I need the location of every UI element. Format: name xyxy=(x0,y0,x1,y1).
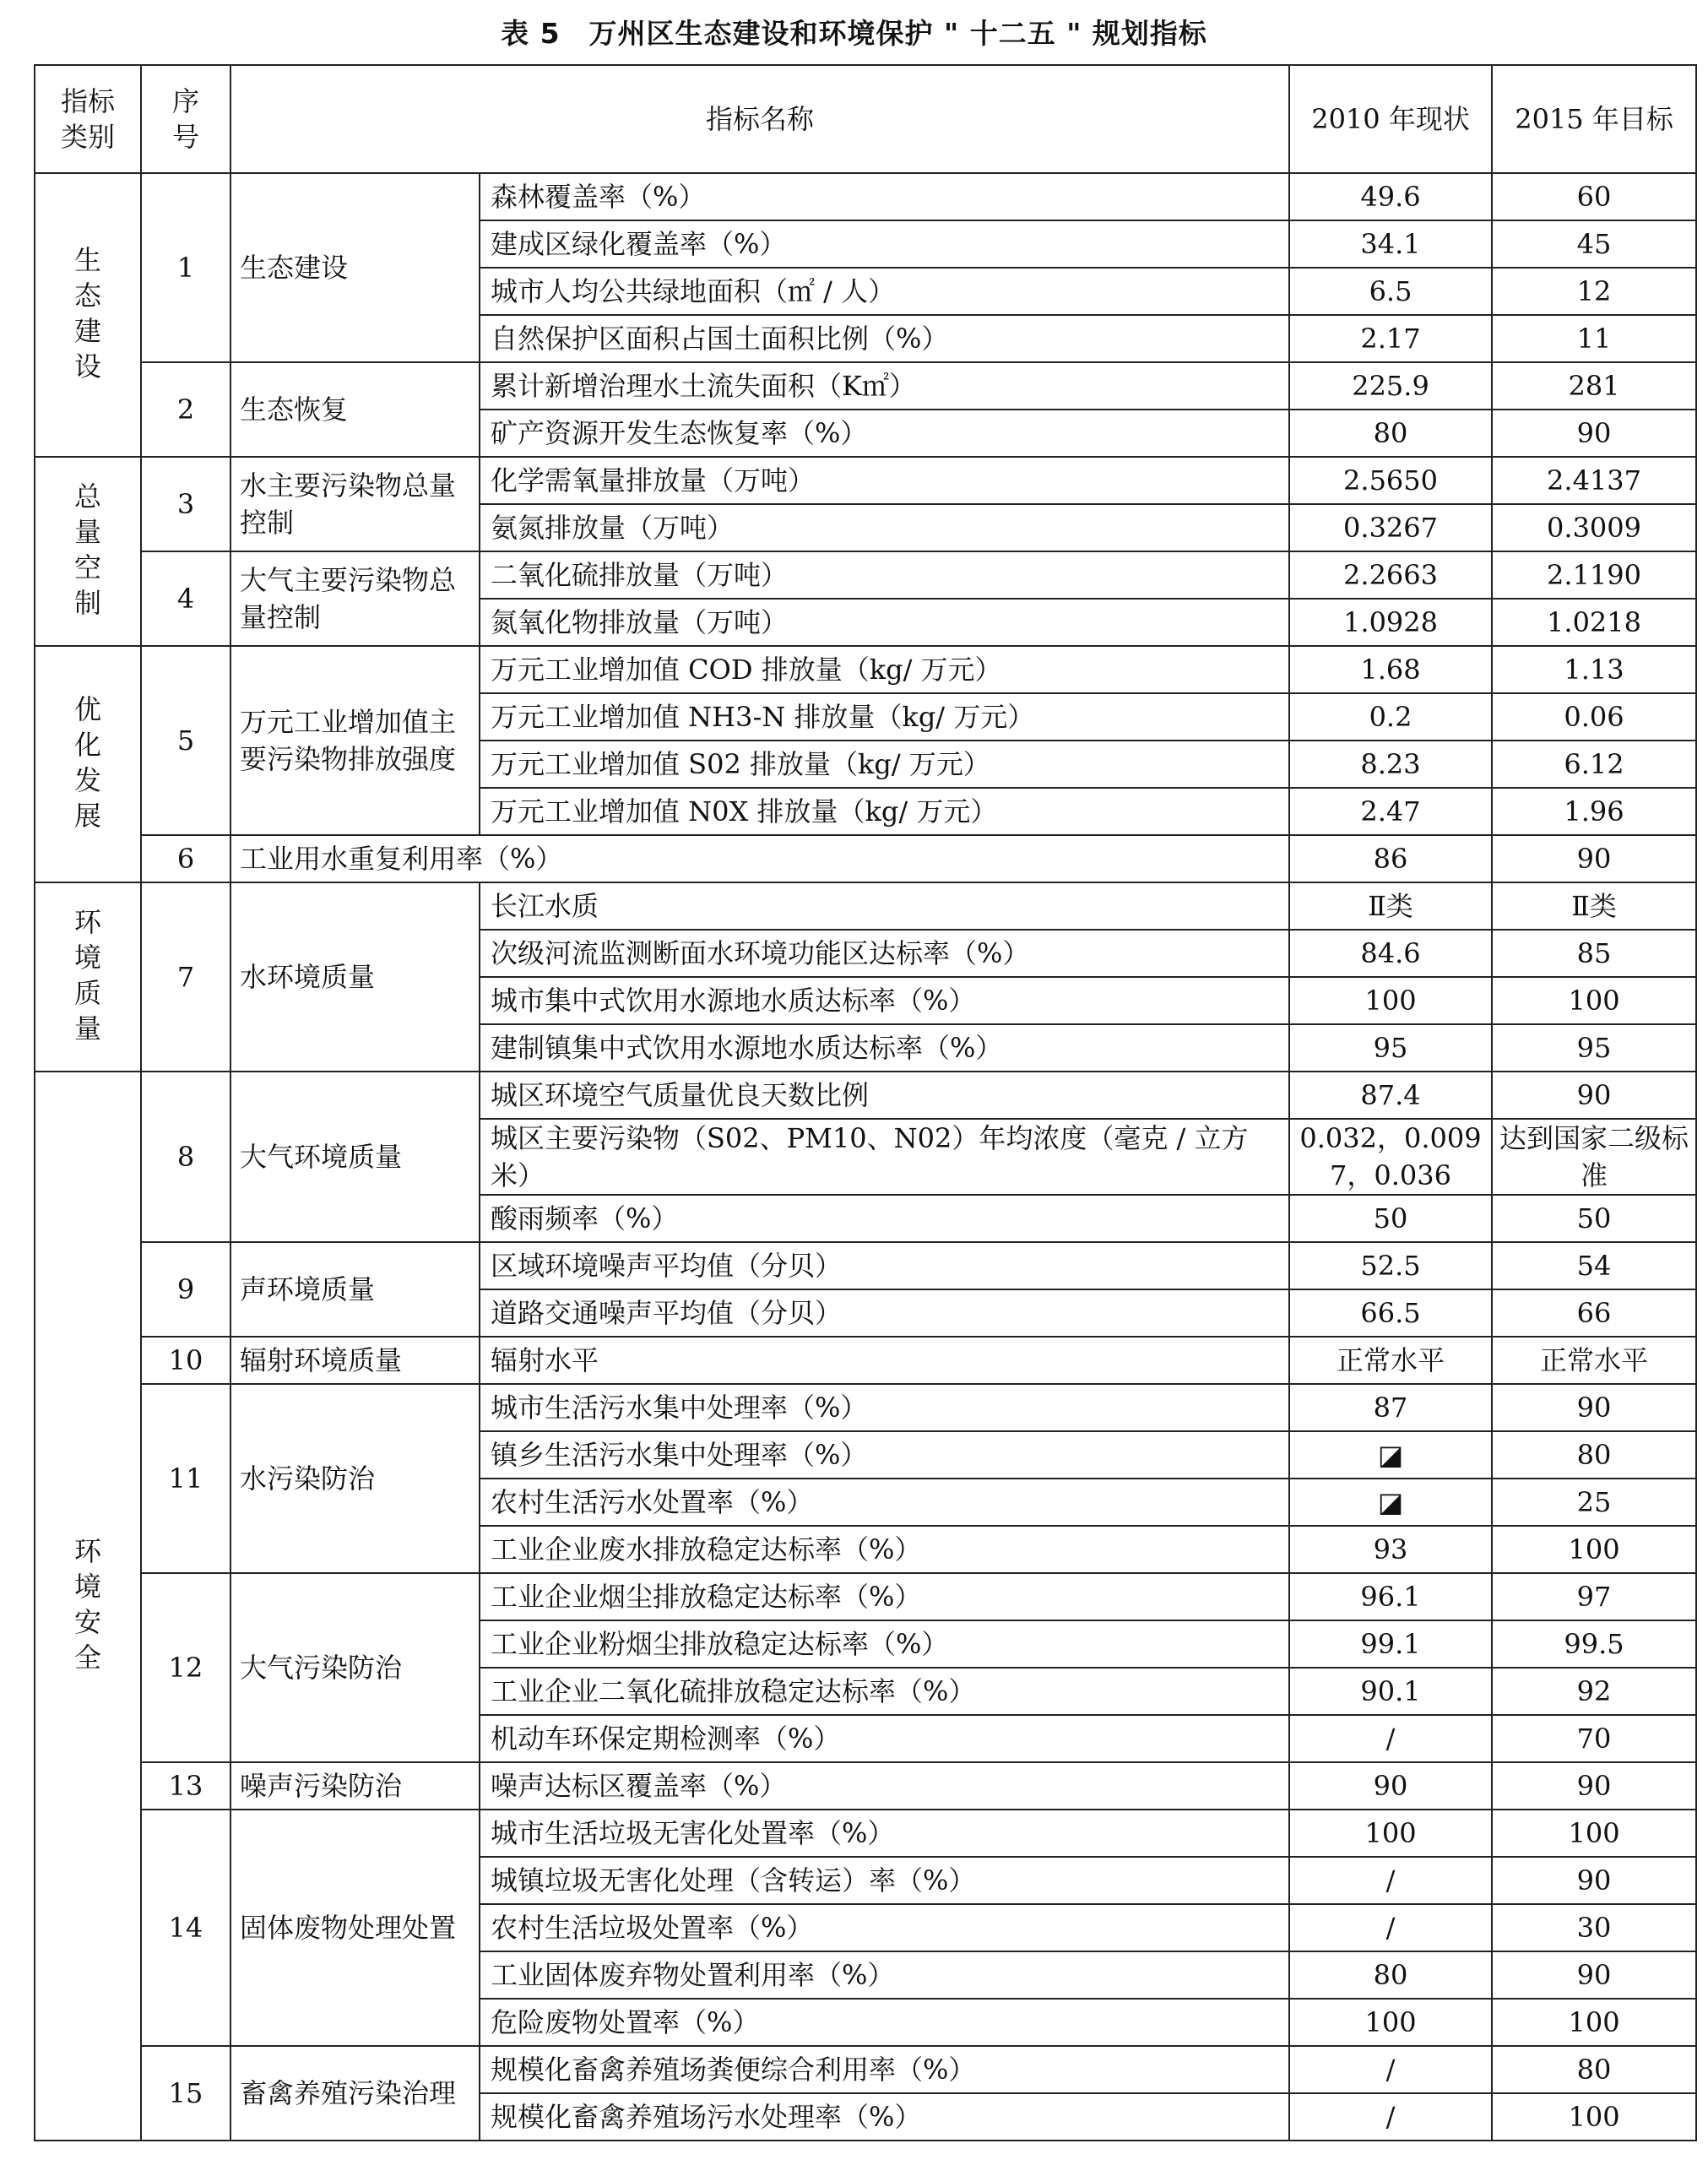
value-2015-cell: 97 xyxy=(1492,1573,1696,1620)
group-name-cell: 声环境质量 xyxy=(230,1242,480,1337)
value-2010-cell: / xyxy=(1289,2093,1492,2141)
indicator-name-cell: 建成区绿化覆盖率（%） xyxy=(480,220,1289,268)
seq-cell: 8 xyxy=(141,1072,230,1242)
header-row xyxy=(35,65,1696,173)
value-2010-cell: 2.47 xyxy=(1289,788,1492,835)
indicator-name-cell: 危险废物处置率（%） xyxy=(480,1999,1289,2046)
table-row xyxy=(35,457,1696,504)
group-name-cell: 固体废物处理处置 xyxy=(230,1810,480,2046)
indicator-name-cell: 工业企业粉烟尘排放稳定达标率（%） xyxy=(480,1620,1289,1668)
indicator-name-cell: 城镇垃圾无害化处理（含转运）率（%） xyxy=(480,1857,1289,1904)
value-2015-cell: 90 xyxy=(1492,1384,1696,1431)
seq-cell: 2 xyxy=(141,362,230,457)
table-row xyxy=(35,1573,1696,1620)
value-2015-cell: 80 xyxy=(1492,2046,1696,2093)
value-2015-cell: 100 xyxy=(1492,977,1696,1024)
value-2010-cell: 1.0928 xyxy=(1289,599,1492,646)
indicator-name-cell: 城区环境空气质量优良天数比例 xyxy=(480,1072,1289,1119)
value-2010-cell: 99.1 xyxy=(1289,1620,1492,1668)
value-2015-cell: 100 xyxy=(1492,1810,1696,1857)
value-2010-cell: 6.5 xyxy=(1289,268,1492,315)
value-2010-cell: 0.2 xyxy=(1289,693,1492,741)
value-2010-cell: 1.68 xyxy=(1289,646,1492,693)
indicator-name-cell: 工业企业二氧化硫排放稳定达标率（%） xyxy=(480,1668,1289,1715)
value-2010-cell: 86 xyxy=(1289,835,1492,882)
table-row xyxy=(35,173,1696,220)
seq-cell: 12 xyxy=(141,1573,230,1762)
value-2010-cell: 66.5 xyxy=(1289,1289,1492,1337)
seq-cell: 14 xyxy=(141,1810,230,2046)
indicator-name-cell: 农村生活垃圾处置率（%） xyxy=(480,1904,1289,1951)
value-2015-cell: 正常水平 xyxy=(1492,1337,1696,1384)
seq-cell: 10 xyxy=(141,1337,230,1384)
value-2015-cell: 99.5 xyxy=(1492,1620,1696,1668)
group-name-cell: 生态恢复 xyxy=(230,362,480,457)
indicator-name-cell: 长江水质 xyxy=(480,882,1289,930)
indicator-name-cell: 二氧化硫排放量（万吨） xyxy=(480,551,1289,599)
header-seq: 序号 xyxy=(141,65,230,173)
value-2010-cell: 93 xyxy=(1289,1526,1492,1573)
indicator-name-cell: 累计新增治理水土流失面积（K㎡） xyxy=(480,362,1289,410)
indicator-name-cell: 次级河流监测断面水环境功能区达标率（%） xyxy=(480,930,1289,977)
table-title: 表 5 万州区生态建设和环境保护 " 十二五 " 规划指标 xyxy=(501,17,1207,50)
group-name-cell: 水污染防治 xyxy=(230,1384,480,1573)
table-row xyxy=(35,1337,1696,1384)
value-2010-cell: 2.17 xyxy=(1289,315,1492,362)
table-row xyxy=(35,1242,1696,1289)
indicator-name-cell: 万元工业增加值 N0X 排放量（kg/ 万元） xyxy=(480,788,1289,835)
value-2015-cell: 95 xyxy=(1492,1024,1696,1072)
value-2015-cell: 45 xyxy=(1492,220,1696,268)
seq-cell: 1 xyxy=(141,173,230,362)
seq-cell: 3 xyxy=(141,457,230,551)
indicator-name-cell: 道路交通噪声平均值（分贝） xyxy=(480,1289,1289,1337)
value-2015-cell: 100 xyxy=(1492,1526,1696,1573)
indicator-name-cell: 噪声达标区覆盖率（%） xyxy=(480,1762,1289,1810)
table-row xyxy=(35,1384,1696,1431)
value-2015-cell: 85 xyxy=(1492,930,1696,977)
value-2010-cell: 100 xyxy=(1289,977,1492,1024)
seq-cell: 5 xyxy=(141,646,230,835)
value-2015-cell: 100 xyxy=(1492,2093,1696,2141)
value-2010-cell: ◪ xyxy=(1289,1431,1492,1479)
group-name-cell: 辐射环境质量 xyxy=(230,1337,480,1384)
value-2010-cell: 100 xyxy=(1289,1999,1492,2046)
indicator-name-cell: 规模化畜禽养殖场粪便综合利用率（%） xyxy=(480,2046,1289,2093)
value-2010-cell: 正常水平 xyxy=(1289,1337,1492,1384)
indicator-name-cell: 城区主要污染物（S02、PM10、N02）年均浓度（毫克 / 立方米） xyxy=(480,1119,1289,1195)
value-2015-cell: 80 xyxy=(1492,1431,1696,1479)
value-2015-cell: 6.12 xyxy=(1492,741,1696,788)
table-row xyxy=(35,1072,1696,1119)
indicator-name-cell: 建制镇集中式饮用水源地水质达标率（%） xyxy=(480,1024,1289,1072)
value-2010-cell: 225.9 xyxy=(1289,362,1492,410)
value-2010-cell: 87.4 xyxy=(1289,1072,1492,1119)
category-cell: 优化发展 xyxy=(35,646,141,882)
value-2010-cell: 34.1 xyxy=(1289,220,1492,268)
group-name-cell: 噪声污染防治 xyxy=(230,1762,480,1810)
value-2010-cell: 80 xyxy=(1289,410,1492,457)
indicator-name-cell: 农村生活污水处置率（%） xyxy=(480,1479,1289,1526)
indicator-name-cell: 镇乡生活污水集中处理率（%） xyxy=(480,1431,1289,1479)
indicator-name-cell: 工业固体废弃物处置利用率（%） xyxy=(480,1951,1289,1999)
group-name-cell: 水环境质量 xyxy=(230,882,480,1072)
indicator-name-cell: 辐射水平 xyxy=(480,1337,1289,1384)
value-2010-cell: 100 xyxy=(1289,1810,1492,1857)
group-name-cell: 水主要污染物总量控制 xyxy=(230,457,480,551)
value-2015-cell: 100 xyxy=(1492,1999,1696,2046)
value-2015-cell: 0.06 xyxy=(1492,693,1696,741)
value-2010-cell: 90.1 xyxy=(1289,1668,1492,1715)
value-2015-cell: 1.13 xyxy=(1492,646,1696,693)
table-row xyxy=(35,2046,1696,2093)
seq-cell: 11 xyxy=(141,1384,230,1573)
table-row xyxy=(35,1762,1696,1810)
value-2010-cell: 50 xyxy=(1289,1195,1492,1242)
value-2010-cell: / xyxy=(1289,2046,1492,2093)
group-name-cell: 大气主要污染物总量控制 xyxy=(230,551,480,646)
indicator-name-cell: 氨氮排放量（万吨） xyxy=(480,504,1289,551)
value-2010-cell: 84.6 xyxy=(1289,930,1492,977)
value-2010-cell: 8.23 xyxy=(1289,741,1492,788)
indicator-name-cell: 万元工业增加值 S02 排放量（kg/ 万元） xyxy=(480,741,1289,788)
value-2010-cell: 0.3267 xyxy=(1289,504,1492,551)
value-2015-cell: 2.1190 xyxy=(1492,551,1696,599)
header-category: 指标类别 xyxy=(35,65,141,173)
table-row xyxy=(35,882,1696,930)
value-2010-cell: / xyxy=(1289,1715,1492,1762)
value-2015-cell: 11 xyxy=(1492,315,1696,362)
value-2010-cell: 87 xyxy=(1289,1384,1492,1431)
value-2015-cell: 25 xyxy=(1492,1479,1696,1526)
seq-cell: 4 xyxy=(141,551,230,646)
indicator-name-cell: 氮氧化物排放量（万吨） xyxy=(480,599,1289,646)
value-2010-cell: 2.2663 xyxy=(1289,551,1492,599)
value-2015-cell: 66 xyxy=(1492,1289,1696,1337)
table-row xyxy=(35,1810,1696,1857)
value-2015-cell: 281 xyxy=(1492,362,1696,410)
value-2015-cell: 12 xyxy=(1492,268,1696,315)
value-2015-cell: 0.3009 xyxy=(1492,504,1696,551)
group-name-cell: 生态建设 xyxy=(230,173,480,362)
value-2015-cell: 2.4137 xyxy=(1492,457,1696,504)
indicator-name-cell: 机动车环保定期检测率（%） xyxy=(480,1715,1289,1762)
indicator-name-cell: 规模化畜禽养殖场污水处理率（%） xyxy=(480,2093,1289,2141)
seq-cell: 9 xyxy=(141,1242,230,1337)
group-name-cell: 工业用水重复利用率（%） xyxy=(230,835,1289,882)
group-name-cell: 大气污染防治 xyxy=(230,1573,480,1762)
value-2015-cell: 90 xyxy=(1492,835,1696,882)
value-2015-cell: Ⅱ类 xyxy=(1492,882,1696,930)
value-2010-cell: 2.5650 xyxy=(1289,457,1492,504)
indicator-name-cell: 工业企业烟尘排放稳定达标率（%） xyxy=(480,1573,1289,1620)
header-2010: 2010 年现状 xyxy=(1289,65,1492,173)
category-cell: 生态建设 xyxy=(35,173,141,457)
value-2010-cell: 95 xyxy=(1289,1024,1492,1072)
table-row xyxy=(35,646,1696,693)
value-2015-cell: 1.96 xyxy=(1492,788,1696,835)
seq-cell: 15 xyxy=(141,2046,230,2141)
indicator-name-cell: 酸雨频率（%） xyxy=(480,1195,1289,1242)
table-row xyxy=(35,551,1696,599)
indicator-name-cell: 自然保护区面积占国土面积比例（%） xyxy=(480,315,1289,362)
value-2010-cell: / xyxy=(1289,1857,1492,1904)
value-2015-cell: 90 xyxy=(1492,1762,1696,1810)
value-2010-cell: 90 xyxy=(1289,1762,1492,1810)
value-2010-cell: 0.032，0.009 7，0.036 xyxy=(1289,1119,1492,1195)
indicator-name-cell: 城市人均公共绿地面积（㎡ / 人） xyxy=(480,268,1289,315)
value-2010-cell: 49.6 xyxy=(1289,173,1492,220)
value-2015-cell: 92 xyxy=(1492,1668,1696,1715)
value-2015-cell: 1.0218 xyxy=(1492,599,1696,646)
value-2010-cell: / xyxy=(1289,1904,1492,1951)
indicator-name-cell: 万元工业增加值 COD 排放量（kg/ 万元） xyxy=(480,646,1289,693)
group-name-cell: 畜禽养殖污染治理 xyxy=(230,2046,480,2141)
value-2015-cell: 90 xyxy=(1492,1951,1696,1999)
indicator-name-cell: 城市生活污水集中处理率（%） xyxy=(480,1384,1289,1431)
value-2010-cell: 96.1 xyxy=(1289,1573,1492,1620)
value-2015-cell: 30 xyxy=(1492,1904,1696,1951)
value-2015-cell: 90 xyxy=(1492,410,1696,457)
indicator-name-cell: 化学需氧量排放量（万吨） xyxy=(480,457,1289,504)
indicator-name-cell: 城市集中式饮用水源地水质达标率（%） xyxy=(480,977,1289,1024)
value-2015-cell: 70 xyxy=(1492,1715,1696,1762)
group-name-cell: 大气环境质量 xyxy=(230,1072,480,1242)
indicator-table xyxy=(34,64,1697,2141)
table-row xyxy=(35,362,1696,410)
value-2015-cell: 达到国家二级标准 xyxy=(1492,1119,1696,1195)
indicator-name-cell: 万元工业增加值 NH3-N 排放量（kg/ 万元） xyxy=(480,693,1289,741)
indicator-name-cell: 区域环境噪声平均值（分贝） xyxy=(480,1242,1289,1289)
category-cell: 总量空制 xyxy=(35,457,141,646)
header-2015: 2015 年目标 xyxy=(1492,65,1696,173)
seq-cell: 6 xyxy=(141,835,230,882)
value-2015-cell: 90 xyxy=(1492,1857,1696,1904)
indicator-name-cell: 森林覆盖率（%） xyxy=(480,173,1289,220)
value-2010-cell: ◪ xyxy=(1289,1479,1492,1526)
value-2015-cell: 90 xyxy=(1492,1072,1696,1119)
indicator-name-cell: 城市生活垃圾无害化处置率（%） xyxy=(480,1810,1289,1857)
value-2015-cell: 60 xyxy=(1492,173,1696,220)
value-2010-cell: 80 xyxy=(1289,1951,1492,1999)
indicator-name-cell: 工业企业废水排放稳定达标率（%） xyxy=(480,1526,1289,1573)
category-cell: 环境质量 xyxy=(35,882,141,1072)
value-2015-cell: 50 xyxy=(1492,1195,1696,1242)
value-2015-cell: 54 xyxy=(1492,1242,1696,1289)
seq-cell: 13 xyxy=(141,1762,230,1810)
table-row xyxy=(35,835,1696,882)
seq-cell: 7 xyxy=(141,882,230,1072)
group-name-cell: 万元工业增加值主要污染物排放强度 xyxy=(230,646,480,835)
header-name: 指标名称 xyxy=(230,65,1289,173)
value-2010-cell: Ⅱ类 xyxy=(1289,882,1492,930)
indicator-name-cell: 矿产资源开发生态恢复率（%） xyxy=(480,410,1289,457)
value-2010-cell: 52.5 xyxy=(1289,1242,1492,1289)
category-cell: 环境安全 xyxy=(35,1072,141,2141)
